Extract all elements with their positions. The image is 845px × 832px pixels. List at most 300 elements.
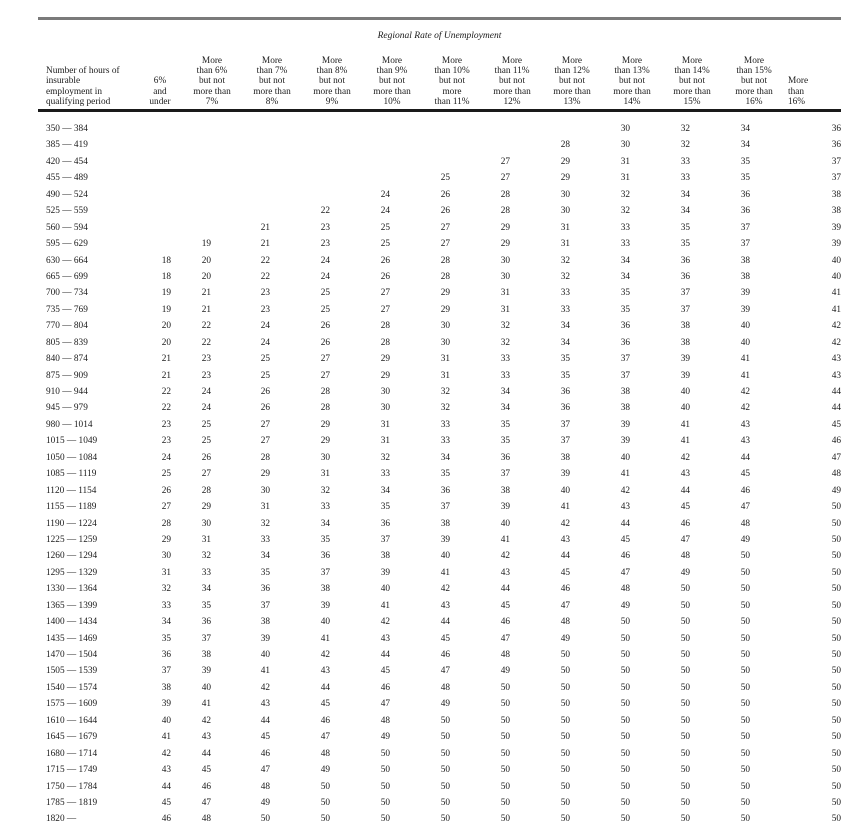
column-header-rate-5: More than 9% but not more than 10% [373,55,411,107]
weeks-value-cell: 41 [260,666,270,677]
weeks-value-cell: 47 [320,732,330,743]
weeks-value-cell: 50 [560,797,570,808]
weeks-value-cell: 34 [620,271,630,282]
weeks-value-cell: 29 [440,304,450,315]
weeks-value-cell: 24 [380,206,390,217]
weeks-value-cell: 33 [560,304,570,315]
hours-range-cell: 1120 — 1154 [46,485,97,496]
weeks-value-cell: 50 [740,715,750,726]
weeks-value-cell: 50 [620,666,630,677]
hours-range-cell: 1365 — 1399 [46,600,98,611]
header-rule [38,109,841,112]
weeks-value-cell: 39 [831,222,841,233]
weeks-value-cell: 48 [560,617,570,628]
weeks-value-cell: 46 [680,518,690,529]
table-row [38,647,841,663]
weeks-value-cell: 41 [680,419,690,430]
weeks-value-cell: 50 [831,732,841,743]
table-row [38,663,841,679]
weeks-value-cell: 31 [380,419,390,430]
weeks-value-cell: 50 [620,715,630,726]
weeks-value-cell: 34 [740,140,750,151]
hours-range-cell: 1750 — 1784 [46,781,98,792]
weeks-value-cell: 21 [201,288,211,299]
weeks-value-cell: 50 [831,814,841,825]
weeks-value-cell: 32 [380,452,390,463]
weeks-value-cell: 36 [201,617,211,628]
weeks-value-cell: 43 [380,633,390,644]
weeks-value-cell: 20 [161,321,171,332]
table-super-title: Regional Rate of Unemployment [377,31,502,41]
weeks-value-cell: 39 [740,288,750,299]
weeks-value-cell: 37 [740,239,750,250]
weeks-value-cell: 32 [161,584,171,595]
weeks-value-cell: 25 [260,354,270,365]
weeks-value-cell: 33 [440,436,450,447]
weeks-value-cell: 32 [620,206,630,217]
weeks-value-cell: 50 [831,699,841,710]
weeks-value-cell: 44 [831,387,841,397]
weeks-value-cell: 31 [560,239,570,250]
weeks-value-cell: 50 [831,715,841,726]
table-row [38,713,841,729]
weeks-value-cell: 40 [320,617,330,628]
weeks-value-cell: 35 [680,222,690,233]
weeks-value-cell: 48 [740,518,750,529]
weeks-value-cell: 50 [620,617,630,628]
weeks-value-cell: 30 [560,206,570,217]
weeks-value-cell: 40 [440,551,450,562]
weeks-value-cell: 35 [620,288,630,299]
weeks-value-cell: 30 [620,124,630,134]
weeks-value-cell: 33 [680,173,690,184]
weeks-value-cell: 44 [320,682,330,693]
weeks-value-cell: 50 [831,600,841,611]
table-row [38,170,841,186]
weeks-value-cell: 34 [260,551,270,562]
weeks-value-cell: 33 [500,354,510,365]
weeks-value-cell: 50 [831,781,841,792]
weeks-value-cell: 46 [260,748,270,759]
weeks-value-cell: 28 [440,271,450,282]
weeks-value-cell: 23 [201,370,211,381]
weeks-value-cell: 35 [740,156,750,167]
weeks-value-cell: 48 [320,748,330,759]
hours-range-cell: 490 — 524 [46,189,88,200]
weeks-value-cell: 23 [320,239,330,250]
weeks-value-cell: 42 [380,617,390,628]
weeks-value-cell: 40 [740,337,750,348]
weeks-value-cell: 36 [620,337,630,348]
weeks-value-cell: 34 [380,485,390,496]
weeks-value-cell: 43 [560,534,570,545]
weeks-value-cell: 49 [440,699,450,710]
hours-range-cell: 525 — 559 [46,206,88,217]
weeks-value-cell: 24 [201,387,211,397]
weeks-value-cell: 37 [560,419,570,430]
weeks-value-cell: 39 [161,699,171,710]
weeks-value-cell: 23 [260,304,270,315]
weeks-value-cell: 29 [201,502,211,513]
table-row [38,154,841,170]
weeks-value-cell: 36 [680,271,690,282]
weeks-value-cell: 50 [500,797,510,808]
weeks-value-cell: 19 [161,304,171,315]
weeks-value-cell: 42 [620,485,630,496]
table-row [38,614,841,630]
column-header-rate-4: More than 8% but not more than 9% [313,55,351,107]
weeks-value-cell: 38 [500,485,510,496]
weeks-value-cell: 37 [680,304,690,315]
weeks-value-cell: 21 [201,304,211,315]
weeks-value-cell: 50 [320,814,330,825]
table-row [38,269,841,285]
weeks-value-cell: 46 [500,617,510,628]
weeks-value-cell: 40 [680,387,690,397]
weeks-value-cell: 30 [320,452,330,463]
weeks-value-cell: 26 [161,485,171,496]
weeks-value-cell: 48 [620,584,630,595]
weeks-value-cell: 40 [201,682,211,693]
weeks-value-cell: 45 [260,732,270,743]
weeks-value-cell: 31 [440,354,450,365]
weeks-value-cell: 33 [620,239,630,250]
weeks-value-cell: 34 [680,189,690,200]
weeks-value-cell: 22 [161,387,171,397]
weeks-value-cell: 45 [560,567,570,578]
weeks-value-cell: 47 [680,534,690,545]
weeks-value-cell: 50 [680,584,690,595]
weeks-value-cell: 50 [680,650,690,660]
weeks-value-cell: 32 [680,140,690,151]
weeks-value-cell: 34 [500,403,510,414]
weeks-value-cell: 50 [620,682,630,693]
weeks-value-cell: 40 [260,650,270,660]
weeks-value-cell: 41 [320,633,330,644]
weeks-value-cell: 25 [201,419,211,430]
weeks-value-cell: 50 [680,666,690,677]
weeks-value-cell: 42 [740,403,750,414]
weeks-value-cell: 42 [260,682,270,693]
weeks-value-cell: 50 [831,551,841,562]
column-header-rate-12: More than 16% [788,76,809,107]
column-header-rate-11: More than 15% but not more than 16% [735,55,773,107]
weeks-value-cell: 22 [201,321,211,332]
table-row [38,203,841,219]
weeks-value-cell: 50 [500,699,510,710]
weeks-value-cell: 37 [680,288,690,299]
weeks-value-cell: 45 [201,765,211,776]
weeks-value-cell: 36 [500,452,510,463]
weeks-value-cell: 50 [680,732,690,743]
table-row [38,417,841,433]
weeks-value-cell: 39 [740,304,750,315]
hours-range-cell: 1435 — 1469 [46,633,98,644]
weeks-value-cell: 50 [560,765,570,776]
weeks-value-cell: 36 [740,206,750,217]
weeks-value-cell: 41 [161,732,171,743]
weeks-value-cell: 37 [161,666,171,677]
weeks-value-cell: 35 [201,600,211,611]
weeks-value-cell: 32 [440,387,450,397]
weeks-value-cell: 27 [500,173,510,184]
weeks-value-cell: 37 [831,173,841,184]
weeks-value-cell: 18 [161,255,171,266]
weeks-value-cell: 50 [560,666,570,677]
weeks-value-cell: 41 [680,436,690,447]
weeks-value-cell: 45 [500,600,510,611]
hours-range-cell: 805 — 839 [46,337,88,348]
hours-range-cell: 1715 — 1749 [46,765,98,776]
column-header-rate-3: More than 7% but not more than 8% [253,55,291,107]
weeks-value-cell: 25 [380,222,390,233]
weeks-value-cell: 34 [560,337,570,348]
weeks-value-cell: 50 [680,600,690,611]
weeks-value-cell: 50 [620,814,630,825]
weeks-value-cell: 36 [440,485,450,496]
weeks-value-cell: 36 [320,551,330,562]
weeks-value-cell: 27 [260,419,270,430]
weeks-value-cell: 28 [500,189,510,200]
weeks-value-cell: 38 [320,584,330,595]
weeks-value-cell: 33 [500,370,510,381]
hours-range-cell: 1820 — [46,814,77,825]
weeks-value-cell: 50 [440,814,450,825]
table-header [38,52,841,107]
weeks-value-cell: 36 [560,403,570,414]
weeks-value-cell: 44 [380,650,390,660]
weeks-value-cell: 50 [320,797,330,808]
weeks-value-cell: 25 [440,173,450,184]
table-row [38,351,841,367]
weeks-value-cell: 43 [320,666,330,677]
weeks-value-cell: 32 [201,551,211,562]
weeks-value-cell: 38 [380,551,390,562]
hours-range-cell: 595 — 629 [46,239,88,250]
weeks-value-cell: 40 [831,255,841,266]
weeks-value-cell: 43 [260,699,270,710]
weeks-value-cell: 49 [680,567,690,578]
weeks-value-cell: 32 [560,255,570,266]
weeks-value-cell: 38 [560,452,570,463]
weeks-value-cell: 30 [440,337,450,348]
weeks-value-cell: 45 [680,502,690,513]
weeks-value-cell: 43 [831,370,841,381]
weeks-value-cell: 45 [440,633,450,644]
weeks-value-cell: 44 [440,617,450,628]
weeks-value-cell: 39 [201,666,211,677]
weeks-value-cell: 32 [260,518,270,529]
weeks-value-cell: 47 [740,502,750,513]
weeks-value-cell: 31 [560,222,570,233]
hours-range-cell: 1190 — 1224 [46,518,97,529]
weeks-value-cell: 50 [560,699,570,710]
weeks-value-cell: 36 [260,584,270,595]
weeks-value-cell: 37 [500,469,510,480]
weeks-value-cell: 32 [320,485,330,496]
weeks-value-cell: 48 [260,781,270,792]
weeks-value-cell: 43 [500,567,510,578]
weeks-value-cell: 32 [500,321,510,332]
weeks-value-cell: 28 [161,518,171,529]
weeks-value-cell: 26 [260,387,270,397]
weeks-value-cell: 50 [620,699,630,710]
column-header-hours: Number of hours of insurable employment in qualifying period [46,66,120,107]
table-row [38,532,841,548]
weeks-value-cell: 44 [201,748,211,759]
table-row [38,302,841,318]
hours-range-cell: 630 — 664 [46,255,88,266]
weeks-value-cell: 50 [831,666,841,677]
weeks-value-cell: 27 [161,502,171,513]
column-header-rate-2: More than 6% but not more than 7% [193,55,231,107]
table-row [38,466,841,482]
weeks-value-cell: 48 [440,682,450,693]
weeks-value-cell: 33 [440,419,450,430]
weeks-value-cell: 22 [320,206,330,217]
weeks-value-cell: 43 [161,765,171,776]
weeks-value-cell: 50 [680,748,690,759]
weeks-value-cell: 33 [380,469,390,480]
weeks-value-cell: 35 [680,239,690,250]
weeks-value-cell: 35 [500,419,510,430]
table-row [38,137,841,153]
weeks-value-cell: 29 [500,222,510,233]
weeks-value-cell: 50 [560,732,570,743]
weeks-value-cell: 28 [260,452,270,463]
weeks-value-cell: 39 [620,436,630,447]
weeks-value-cell: 40 [680,403,690,414]
weeks-value-cell: 50 [740,682,750,693]
weeks-value-cell: 27 [201,469,211,480]
weeks-value-cell: 44 [620,518,630,529]
weeks-value-cell: 41 [380,600,390,611]
weeks-value-cell: 43 [740,436,750,447]
weeks-value-cell: 37 [440,502,450,513]
weeks-value-cell: 37 [260,600,270,611]
weeks-value-cell: 40 [161,715,171,726]
weeks-value-cell: 36 [620,321,630,332]
weeks-value-cell: 50 [740,699,750,710]
weeks-value-cell: 31 [500,288,510,299]
weeks-value-cell: 29 [500,239,510,250]
weeks-value-cell: 42 [740,387,750,397]
table-row [38,581,841,597]
weeks-value-cell: 27 [500,156,510,167]
weeks-value-cell: 39 [560,469,570,480]
weeks-value-cell: 33 [260,534,270,545]
weeks-value-cell: 20 [161,337,171,348]
weeks-value-cell: 50 [380,797,390,808]
weeks-value-cell: 41 [831,304,841,315]
weeks-value-cell: 37 [560,436,570,447]
weeks-value-cell: 40 [560,485,570,496]
weeks-value-cell: 50 [740,666,750,677]
weeks-value-cell: 38 [440,518,450,529]
weeks-value-cell: 49 [380,732,390,743]
weeks-value-cell: 30 [440,321,450,332]
weeks-value-cell: 42 [680,452,690,463]
weeks-value-cell: 27 [440,222,450,233]
weeks-value-cell: 41 [201,699,211,710]
weeks-value-cell: 50 [680,797,690,808]
weeks-value-cell: 50 [680,765,690,776]
weeks-value-cell: 30 [620,140,630,151]
weeks-value-cell: 35 [620,304,630,315]
weeks-value-cell: 44 [500,584,510,595]
weeks-value-cell: 35 [740,173,750,184]
weeks-value-cell: 44 [161,781,171,792]
weeks-value-cell: 20 [201,255,211,266]
weeks-value-cell: 36 [831,124,841,134]
weeks-value-cell: 32 [500,337,510,348]
weeks-value-cell: 37 [201,633,211,644]
weeks-value-cell: 21 [161,370,171,381]
weeks-value-cell: 50 [831,650,841,660]
table-row [38,548,841,564]
weeks-value-cell: 33 [560,288,570,299]
weeks-value-cell: 31 [320,469,330,480]
table-row [38,762,841,778]
hours-range-cell: 735 — 769 [46,304,88,315]
weeks-value-cell: 50 [740,797,750,808]
weeks-value-cell: 19 [161,288,171,299]
weeks-value-cell: 29 [260,469,270,480]
weeks-value-cell: 37 [320,567,330,578]
weeks-value-cell: 26 [201,452,211,463]
weeks-value-cell: 37 [620,370,630,381]
weeks-value-cell: 50 [680,682,690,693]
weeks-value-cell: 26 [440,206,450,217]
weeks-value-cell: 44 [831,403,841,414]
weeks-value-cell: 46 [380,682,390,693]
weeks-value-cell: 50 [831,765,841,776]
weeks-value-cell: 42 [500,551,510,562]
weeks-value-cell: 44 [740,452,750,463]
weeks-value-cell: 50 [740,567,750,578]
weeks-value-cell: 49 [740,534,750,545]
weeks-value-cell: 49 [320,765,330,776]
weeks-value-cell: 25 [320,304,330,315]
table-row [38,499,841,515]
weeks-value-cell: 43 [440,600,450,611]
weeks-value-cell: 32 [560,271,570,282]
hours-range-cell: 1680 — 1714 [46,748,98,759]
weeks-value-cell: 50 [500,732,510,743]
weeks-value-cell: 40 [500,518,510,529]
weeks-value-cell: 37 [620,354,630,365]
weeks-value-cell: 50 [440,748,450,759]
weeks-value-cell: 42 [201,715,211,726]
weeks-value-cell: 46 [320,715,330,726]
weeks-value-cell: 50 [440,765,450,776]
weeks-value-cell: 24 [260,321,270,332]
weeks-value-cell: 31 [380,436,390,447]
weeks-value-cell: 28 [560,140,570,151]
weeks-value-cell: 47 [620,567,630,578]
column-header-rate-7: More than 11% but not more than 12% [493,55,531,107]
hours-range-cell: 1330 — 1364 [46,584,98,595]
weeks-value-cell: 30 [560,189,570,200]
weeks-value-cell: 35 [161,633,171,644]
weeks-value-cell: 47 [500,633,510,644]
weeks-value-cell: 50 [740,551,750,562]
weeks-value-cell: 50 [380,781,390,792]
weeks-value-cell: 50 [831,584,841,595]
weeks-value-cell: 50 [560,650,570,660]
weeks-value-cell: 39 [440,534,450,545]
table-row [38,236,841,252]
